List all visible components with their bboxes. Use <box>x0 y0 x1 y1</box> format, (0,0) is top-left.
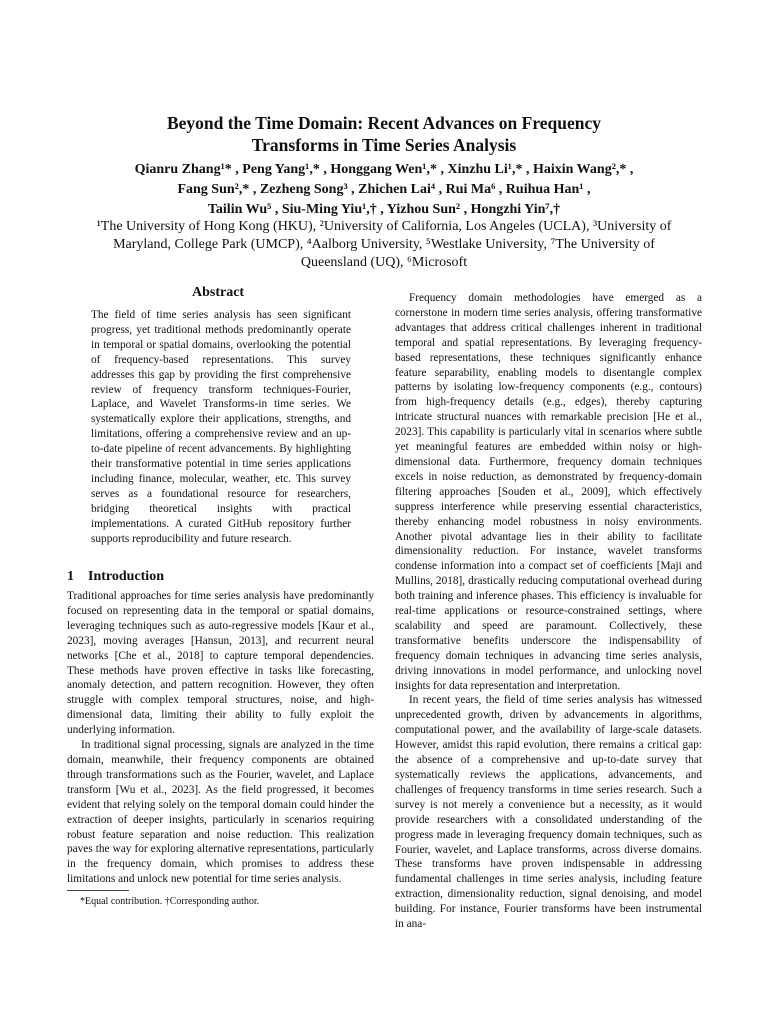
right-column-body <box>395 291 702 932</box>
right-paragraph-1: Frequency domain methodologies have emerged as a cornerstone in modern time series analysis, offering transformative advantages that address critical challenges inherent in traditional temporal and spatial representations. By leveraging frequency-based representations, these techniques significantly enhance feature separability, enabling models to disentangle complex patterns by isolating low-frequency components (e.g., contours) from high-frequency details (e.g., edges), thereby capturing intricate structural nuances with remarkable precision [He et al., 2023]. This capability is particularly vital in scenarios where subtle yet meaningful features are embedded within noisy or high-dimensional data. Furthermore, frequency domain techniques excels in noise reduction, as demonstrated by frequency-domain filtering approaches [Souden et al., 2009], which effectively suppress interference while preserving essential characteristics, thereby enhancing model robustness in noisy environments. Another pivotal advantage lies in their ability to facilitate dimensionality reduction. For instance, wavelet transforms condense information into a compact set of coefficients [Maji and Mullins, 2018], drastically reducing computational overhead during both training and inference phases. This efficiency is invaluable for real-time applications or resource-constrained settings, where scalability and speed are paramount. Collectively, these transformative benefits underscore the indispensability of frequency domain techniques in advancing time series analysis, driving innovations in model performance, and unlocking novel insights for data representation and interpretation. <box>395 292 702 692</box>
paper-title <box>0 112 768 156</box>
affiliations <box>40 218 728 272</box>
footnote: *Equal contribution. †Corresponding author. <box>80 896 260 907</box>
intro-paragraph-1: Traditional approaches for time series analysis have predominantly focused on representing data in the temporal or spatial domains, leveraging techniques such as auto-regressive models [Kaur et al., 2023], moving averages [Hansun, 2013], and recurrent neural networks [Che et al., 2018] to capture temporal dependencies. These methods have proven effective in tasks like forecasting, anomaly detection, and pattern recognition. However, they often struggle with complex temporal structures, noise, and high-dimensional data, limiting their ability to fully exploit the underlying information. <box>67 590 374 737</box>
abstract-heading: Abstract <box>192 285 245 300</box>
footnote-divider <box>67 890 129 891</box>
intro-paragraph-2: In traditional signal processing, signals are analyzed in the time domain, meanwhile, their frequency components are obtained through transformations such as the Fourier, wavelet, and Laplace transform [Wu et al., 2023]. As the field progressed, it becomes evident that relying solely on the temporal domain could hinder the extraction of deeper insights, particularly in scenarios requiring robust feature separation and noise reduction. This realization paves the way for exploring alternative representations, particularly in the frequency domain, which promises to address these limitations and unlock new potential for time series analysis. <box>67 739 374 886</box>
introduction-body <box>67 589 374 887</box>
affiliations-line-3: Queensland (UQ), ⁶Microsoft <box>300 255 468 270</box>
right-paragraph-2: In recent years, the field of time series analysis has witnessed unprecedented growth, driven by advancements in algorithms, computational power, and the availability of large-scale datasets. However, amidst this rapid evolution, there remains a critical gap: the absence of a comprehensive and up-to-date survey that systematically reviews the applications, advancements, and challenges of frequency transforms in time series research. Such a survey is not merely a convenience but a necessity, as it would provide researchers with a consolidated understanding of the progress made in leveraging frequency domain techniques, such as Fourier, wavelet, and Laplace transforms, across diverse domains. These transforms have proven indispensable in addressing fundamental challenges in time series analysis, including feature extraction, dimensionality reduction, signal denoising, and model building. For instance, Fourier transforms have been instrumental in ana- <box>395 694 702 931</box>
authors-line-2: Fang Sun²,* , Zezheng Song³ , Zhichen Lai⁴ , Rui Ma⁶ , Ruihua Han¹ , <box>177 182 591 197</box>
authors-line-1: Qianru Zhang¹* , Peng Yang¹,* , Honggang Wen¹,* , Xinzhu Li¹,* , Haixin Wang²,* , <box>134 162 634 177</box>
title-line-2: Transforms in Time Series Analysis <box>251 135 517 155</box>
section-title: Introduction <box>88 569 164 584</box>
affiliations-line-1: ¹The University of Hong Kong (HKU), ²University of California, Los Angeles (UCLA), ³University of <box>96 219 672 234</box>
title-line-1: Beyond the Time Domain: Recent Advances on Frequency <box>166 113 602 133</box>
author-list <box>40 160 728 220</box>
authors-line-3: Tailin Wu⁵ , Siu-Ming Yiu¹,† , Yizhou Sun² , Hongzhi Yin⁷,† <box>207 202 561 217</box>
section-heading-introduction <box>67 568 164 586</box>
affiliations-line-2: Maryland, College Park (UMCP), ⁴Aalborg University, ⁵Westlake University, ⁷The University of <box>113 237 655 252</box>
section-number: 1 <box>67 569 74 584</box>
abstract-body: The field of time series analysis has seen significant progress, yet traditional methods predominantly operate in temporal or spatial domains, overlooking the potential of frequency-based representations. This survey addresses this gap by providing the first comprehensive review of frequency transform techniques-Fourier, Laplace, and Wavelet Transforms-in time series. We systematically explore their applications, strengths, and limitations, offering a comprehensive review and an up-to-date pipeline of recent advancements. By highlighting their transformative potential in time series applications including finance, molecular, weather, etc. This survey serves as a foundational resource for researchers, bridging theoretical insights with practical implementations. A curated GitHub repository further supports reproducibility and future research. <box>91 309 351 545</box>
